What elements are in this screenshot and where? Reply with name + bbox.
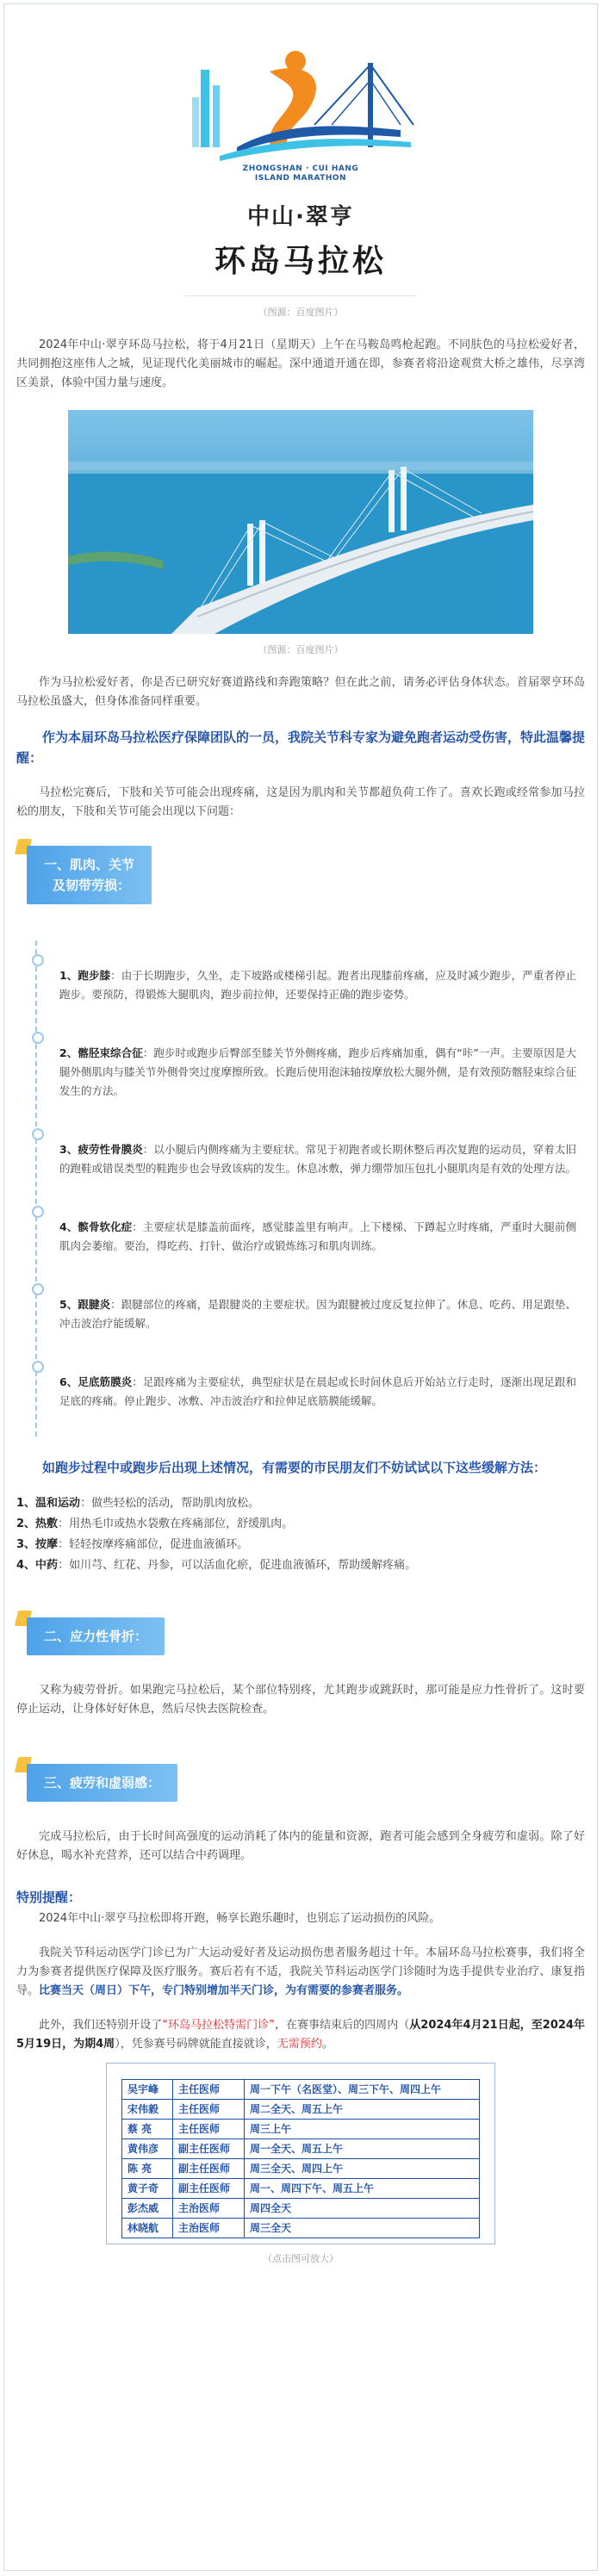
intro-paragraph: 2024年中山·翠亨环岛马拉松，将于4月21日（星期天）上午在马鞍岛鸣枪起跑。不同肤色的马拉松爱好者，共同拥抱这座伟人之城，见证现代化美丽城市的崛起。深中通道开通在即，参赛者将沿途观赏大桥之雄伟，尽享湾区美景，体验中国力量与速度。	[16, 338, 585, 389]
section-heading-2	[16, 1611, 585, 1659]
article-frame	[3, 3, 598, 2571]
paragraph: 2024年中山·翠亨马拉松即将开跑，畅享长跑乐趣时，也别忘了运动损伤的风险。	[39, 1912, 441, 1925]
highlight-paragraph: 作为本届环岛马拉松医疗保障团队的一员，我院关节科专家为避免跑者运动受伤害，特此温馨提醒：	[16, 729, 586, 766]
tip-item: 2、热敷：用热毛巾或热水袋敷在疼痛部位，舒缓肌肉。	[16, 1518, 294, 1530]
injury-list	[35, 940, 585, 1437]
bullet-dot	[32, 1361, 44, 1373]
tip-item: 1、温和运动：做些轻松的活动，帮助肌肉放松。	[16, 1497, 260, 1510]
marathon-logo	[16, 37, 585, 295]
highlight-paragraph: 如跑步过程中或跑步后出现上述情况，有需要的市民朋友们不妨试试以下这些缓解方法：	[42, 1460, 547, 1475]
logo-chinese-line1: 中山·翠亨	[247, 204, 354, 230]
bullet-dot	[32, 1283, 44, 1295]
injury-item: 5、跟腱炎：跟腱部位的疼痛，是跟腱炎的主要症状。因为跟腱被过度反复拉伸了。休息、吃药、用足跟垫、冲击波治疗能缓解。	[59, 1295, 576, 1333]
table-row: 林晓航 主治医师 周三全天	[122, 2219, 480, 2238]
image-caption: （图源：百度图片）	[258, 307, 344, 318]
relief-tips-list	[16, 1493, 585, 1576]
paragraph: 我院关节科运动医学门诊已为广大运动爱好者及运动损伤患者服务超过十年。本届环岛马拉松赛事，我们将全力为参赛者提供医疗保障及医疗服务。赛后若有不适，我院关节科运动医学门诊随时为选手提供专业治疗、康复指导。比赛当天（周日）下午，专门特别增加半天门诊，为有需要的参赛者服务。	[16, 1946, 585, 1997]
paragraph: 完成马拉松后，由于长时间高强度的运动消耗了体内的能量和资源，跑者可能会感到全身疲劳和虚弱。除了好好休息，喝水补充营养，还可以结合中药调理。	[16, 1830, 585, 1862]
table-row: 宋伟毅 主任医师 周二全天、周五上午	[122, 2100, 480, 2120]
bullet-dot	[32, 954, 44, 966]
bullet-dot	[32, 1032, 44, 1044]
image-caption: （点击图可放大）	[263, 2253, 339, 2264]
injury-item: 3、疲劳性骨膜炎：以小腿后内侧疼痛为主要症状。常见于初跑者或长期休整后再次复跑的运动员，穿着太旧的跑鞋或错误类型的鞋跑步也会导致该病的发生。休息冰敷，弹力绷带加压包扎小腿肌肉是有效的处理方法。	[59, 1140, 576, 1178]
doctor-schedule-image[interactable]	[106, 2063, 495, 2244]
section-tag: 一、肌肉、关节 及韧带劳损：	[27, 846, 152, 904]
table-row: 彭杰威 主治医师 周四全天	[122, 2199, 480, 2219]
table-row: 吴宇峰 主任医师 周一下午（名医堂）、周三下午、周四上午	[122, 2080, 480, 2100]
table-row: 黄子奇 副主任医师 周一、周四下午、周五上午	[122, 2179, 480, 2199]
tip-item: 4、中药：如川芎、红花、丹参，可以活血化瘀，促进血液循环，帮助缓解疼痛。	[16, 1559, 417, 1572]
bullet-dot	[32, 1128, 44, 1140]
clinic-paragraph: 此外，我们还特别开设了“环岛马拉松特需门诊”，在赛事结束后的四周内（从2024年4月21日起，至2024年5月19日，为期4周），凭参赛号码牌就能直接就诊，无需预约。	[16, 2019, 585, 2051]
paragraph: 作为马拉松爱好者，你是否已研究好赛道路线和奔跑策略？但在此之前，请务必评估身体状态。首届翠亨环岛马拉松虽盛大，但身体准备同样重要。	[16, 676, 585, 708]
bridge-photo[interactable]	[68, 410, 533, 634]
injury-item: 2、髂胫束综合征：跑步时或跑步后臀部至膝关节外侧疼痛，跑步后疼痛加重，偶有“咔”一声。主要原因是大腿外侧肌肉与膝关节外侧骨突过度摩擦所致。长跑后使用泡沫轴按摩放松大腿外侧，是有效预防髂胫束综合征发生的方法。	[59, 1044, 576, 1101]
tip-item: 3、按摩：轻轻按摩疼痛部位，促进血液循环。	[16, 1538, 249, 1551]
table-row: 蔡 亮 主任医师 周三上午	[122, 2120, 480, 2139]
paragraph: 又称为疲劳骨折。如果跑完马拉松后，某个部位特别疼，尤其跑步或跳跃时，那可能是应力性骨折了。这时要停止运动，让身体好好休息，然后尽快去医院检查。	[16, 1684, 585, 1716]
injury-item: 1、跑步膝：由于长期跑步，久坐，走下坡路或楼梯引起。跑者出现膝前疼痛，应及时减少跑步，严重者停止跑步。要预防，得锻炼大腿肌肉，跑步前拉伸，还要保持正确的跑步姿势。	[59, 966, 576, 1004]
section-heading-1	[16, 839, 585, 918]
injury-item: 6、足底筋膜炎：足跟疼痛为主要症状，典型症状是在晨起或长时间休息后开始站立行走时，逐渐出现足跟和足底的疼痛。停止跑步、冰敷、冲击波治疗和拉伸足底筋膜能缓解。	[59, 1373, 576, 1411]
logo-english-text: ZHONGSHAN · CUI HANG ISLAND MARATHON	[242, 164, 359, 183]
table-row: 陈 亮 副主任医师 周三全天、周四上午	[122, 2159, 480, 2179]
section-tag: 二、应力性骨折：	[27, 1617, 165, 1655]
bullet-dot	[32, 1206, 44, 1218]
caption-divider	[184, 295, 417, 296]
section-tag: 三、疲劳和虚弱感：	[27, 1764, 177, 1802]
article-content	[16, 37, 585, 2265]
injury-item: 4、髌骨软化症：主要症状是膝盖前面疼，感觉膝盖里有响声。上下楼梯、下蹲起立时疼痛，严重时大腿前侧肌肉会萎缩。要治，得吃药、打针、做治疗或锻炼练习和肌肉训练。	[59, 1218, 576, 1256]
paragraph: 马拉松完赛后，下肢和关节可能会出现疼痛，这是因为肌肉和关节都超负荷工作了。喜欢长跑或经常参加马拉松的朋友，下肢和关节可能会出现以下问题：	[16, 786, 585, 818]
special-reminder-title: 特别提醒：	[16, 1890, 82, 1905]
doctor-schedule-table	[121, 2079, 480, 2238]
table-row: 黄伟彦 副主任医师 周一全天、周五上午	[122, 2139, 480, 2159]
section-heading-3	[16, 1757, 585, 1805]
logo-chinese-line2: 环岛马拉松	[214, 244, 387, 279]
image-caption: （图源：百度图片）	[258, 644, 344, 655]
marathon-logo-graphic	[185, 46, 418, 166]
